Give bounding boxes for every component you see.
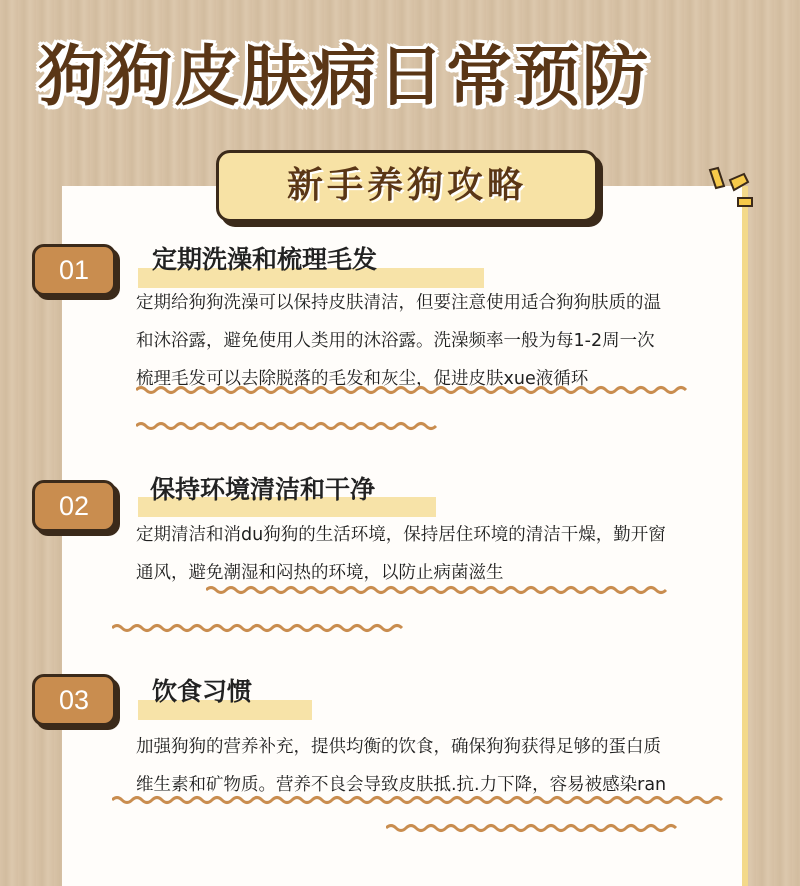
- section-number-badge: 03: [32, 674, 116, 726]
- wavy-underline: [136, 384, 696, 396]
- section-text-line: 定期清洁和消du狗狗的生活环境，保持居住环境的清洁干燥，勤开窗: [136, 525, 666, 545]
- wavy-underline: [136, 420, 446, 432]
- section-text-line: 定期给狗狗洗澡可以保持皮肤清洁，但要注意使用适合狗狗肤质的温: [136, 293, 661, 313]
- wavy-underline: [112, 794, 732, 806]
- section-text-line: 通风，避免潮湿和闷热的环境，以防止病菌滋生: [136, 563, 504, 583]
- section-title: 保持环境清洁和干净: [150, 475, 376, 504]
- section-title: 饮食习惯: [152, 677, 253, 706]
- wavy-underline: [386, 822, 680, 834]
- sparkle-decoration-icon: [704, 164, 764, 214]
- section-number-badge: 02: [32, 480, 116, 532]
- section-text-line: 梳理毛发可以去除脱落的毛发和灰尘，促进皮肤xue液循环: [136, 369, 589, 389]
- section-number-badge: 01: [32, 244, 116, 296]
- section-text-line: 加强狗狗的营养补充，提供均衡的饮食，确保狗狗获得足够的蛋白质: [136, 737, 661, 757]
- wavy-underline: [206, 584, 676, 596]
- section-text-line: 和沐浴露，避免使用人类用的沐浴露。洗澡频率一般为每1-2周一次: [136, 331, 655, 351]
- subtitle-banner: [216, 150, 598, 222]
- subtitle-text: 新手养狗攻略: [286, 165, 527, 206]
- page-title: 狗狗皮肤病日常预防: [38, 38, 650, 115]
- section-title: 定期洗澡和梳理毛发: [152, 245, 378, 274]
- section-text-line: 维生素和矿物质。营养不良会导致皮肤抵.抗.力下降，容易被感染ran: [136, 775, 667, 795]
- wavy-underline: [112, 622, 404, 634]
